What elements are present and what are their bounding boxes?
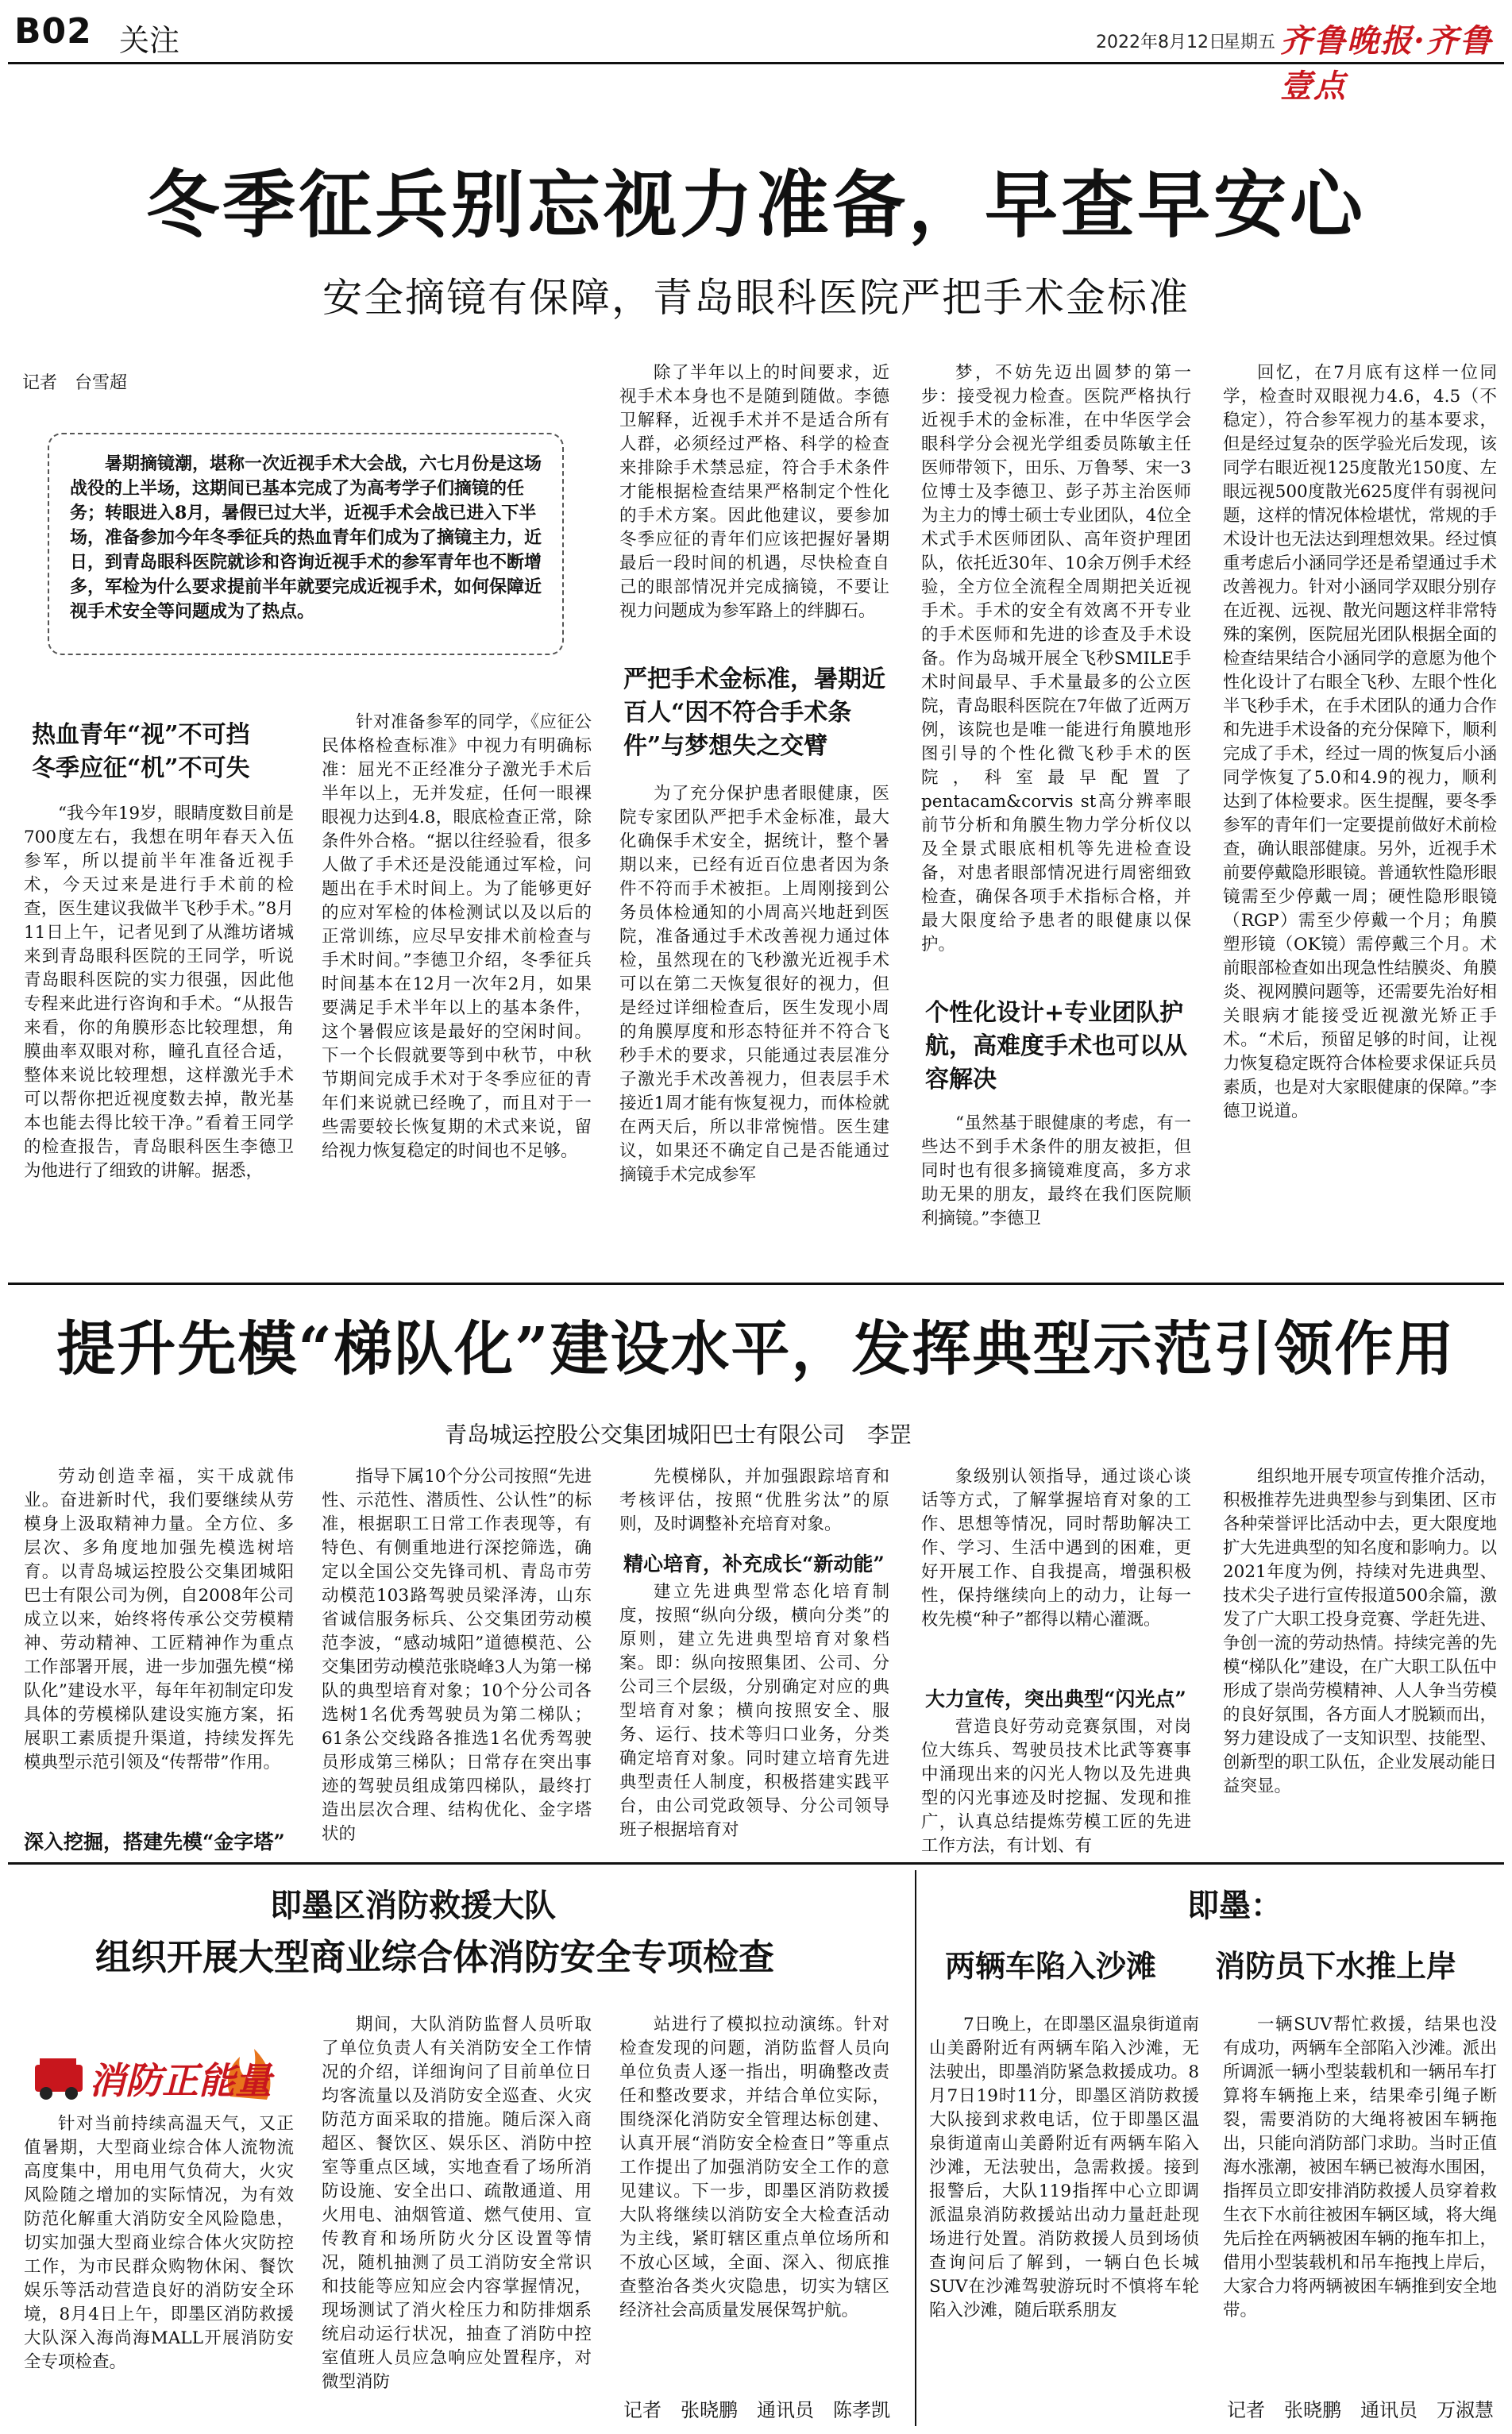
story2-subhead-3: 大力宣传，突出典型“闪光点” [925,1688,1186,1711]
story1-column-3b [619,782,889,1187]
story1-col2-text: 针对准备参军的同学，《应征公民体格检查标准》中视力有明确标准：屈光不正经准分子激光手术后半年以上，无并发症，任何一眼裸眼视力达到4.8，眼底检查正常，除条件外合格。“据以往经验看，很多人做了手术还是没能通过军检，问题出在手术时间上。为了能够更好的应对军检的体检测试以及以后的正常训练，应尽早安排术前检查与手术时间。”李德卫介绍，冬季征兵时间基本在12月一次年2月，如果要满足手术半年以上的基本条件，这个暑假应该是最好的空闲时间。下一个长假就要等到中秋节，中秋节期间完成手术对于冬季应征的青年们来说就已经晚了，而且对于一些需要较长恢复期的术式来说，留给视力恢复稳定的时间也不足够。 [322,712,592,1161]
story1-lead-text: 暑期摘镜潮，堪称一次近视手术大会战，六七月份是这场战役的上半场，这期间已基本完成了为高考学子们摘镜的任务；转眼进入8月，暑假已过大半，近视手术会战已进入下半场，准备参加今年冬季征兵的热血青年们成为了摘镜主力，近日，到青岛眼科医院就诊和咨询近视手术的参军青年也不断增多，军检为什么要求提前半年就要完成近视手术，如何保障近视手术安全等问题成为了热点。 [70,453,542,622]
story2-col5-text: 组织地开展专项宣传推介活动，积极推荐先进典型参与到集团、区市各种荣誉评比活动中去，更大限度地扩大先进典型的知名度和影响力。以2021年度为例，持续对先进典型、技术尖子进行宣传报道500余篇，激发了广大职工投身竞赛、学赶先进、争创一流的劳动热情。持续完善的先模“梯队化”建设，在广大职工队伍中形成了崇尚劳模精神、人人争当劳模的良好氛围，各方面人才脱颖而出，努力建设成了一支知识型、技能型、创新型的职工队伍，企业发展动能日益突显。 [1223,1467,1497,1796]
story2-subhead-2: 精心培育，补充成长“新动能” [623,1553,885,1576]
story1-column-5 [1223,361,1497,1124]
story2-subhead-1: 深入挖掘，搭建先模“金字塔” [24,1830,285,1853]
fire-badge-logo [32,2041,286,2112]
story1-column-4b [921,1112,1191,1231]
issue-date: 2022年8月12日 [1096,33,1226,52]
section-divider-1 [8,1283,1504,1285]
story1-column-2 [322,711,592,1163]
story1-column-4a [921,361,1191,957]
story4-column-2 [1223,2013,1497,2323]
story1-column-3a [619,361,889,623]
story3-col3-text: 站进行了模拟拉动演练。针对检查发现的问题，消防监督人员向单位负责人逐一指出，明确整改责任和整改要求，并结合单位实际，围绕深化消防安全管理达标创建、认真开展“消防安全检查日”等重点工作提出了加强消防安全工作的意见建议。下一步，即墨区消防救援大队将继续以消防安全大检查活动为主线，紧盯辖区重点单位场所和不放心区域，全面、深入、彻底推查整治各类火灾隐患，切实为辖区经济社会高质量发展保驾护航。 [619,2015,889,2320]
story1-subhead-1: 热血青年“视”不可挡 冬季应征“机”不可失 [32,721,250,782]
story1-subhead-3: 个性化设计+专业团队护航，高难度手术也可以从容解决 [925,999,1187,1094]
story2-column-3b [619,1580,889,1842]
story1-subhead-2: 严把手术金标准，暑期近百人“因不符合手术条件”与梦想失之交臂 [623,665,885,760]
story4-kicker: 即墨： [1187,1887,1282,1924]
newspaper-logo: 齐鲁晚报·齐鲁壹点 [1280,22,1493,105]
story1-col3b-text: 为了充分保护患者眼健康，医院专家团队严把手术金标准，最大化确保手术安全，据统计，整个暑期以来，已经有近百位患者因为条件不符而手术被拒。上周刚接到公务员体检通知的小周高兴地赶到医院，准备通过手术改善视力通过体检，虽然现在的飞秒激光近视手术可以在第二天恢复很好的视力，但是经过详细检查后，医生发现小周的角膜厚度和形态特征并不符合飞秒手术的要求，只能通过表层准分子激光手术改善视力，但表层手术接近1周才能有恢复视力，而体检就在两天后，所以非常惋惜。医生建议，如果还不确定自己是否能通过摘镜手术完成参军 [619,784,889,1185]
story3-headline: 组织开展大型商业综合体消防安全专项检查 [95,1936,775,1978]
story3-credit: 记者 张晓鹏 通讯员 陈孝凯 [623,2399,890,2421]
story4-headline-part2: 消防员下水推上岸 [1215,1948,1457,1984]
story1-subheadline: 安全摘镜有保障，青岛眼科医院严把手术金标准 [322,275,1190,321]
story3-column-2 [322,2013,592,2394]
story3-kicker: 即墨区消防救援大队 [270,1887,556,1924]
story2-column-2 [322,1465,592,1846]
story2-column-4a [921,1465,1191,1632]
column-divider [915,1870,916,2426]
section-name: 关注 [119,23,180,58]
story2-col3b-text: 建立先进典型常态化培育制度，按照“纵向分级，横向分类”的原则，建立先进典型培育对象档案。即：纵向按照集团、公司、分公司三个层级，分别确定对应的典型培育对象；横向按照安全、服务、运行、技术等归口业务，分类确定培育对象。同时建立培育先进典型责任人制度，积极搭建实践平台，由公司党政领导、分公司领导班子根据培育对 [619,1582,889,1840]
header-divider [8,62,1504,64]
story3-col1-text: 针对当前持续高温天气，又正值暑期，大型商业综合体人流物流高度集中，用电用气负荷大，火灾风险随之增加的实际情况，为有效防范化解重大消防安全风险隐患，切实加强大型商业综合体火灾防控工作，为市民群众购物休闲、餐饮娱乐等活动营造良好的消防安全环境，8月4日上午，即墨区消防救援大队深入海尚海MALL开展消防安全专项检查。 [24,2114,294,2372]
fire-badge-text: 消防正能量 [89,2059,272,2102]
story1-col3a-text: 除了半年以上的时间要求，近视手术本身也不是随到随做。李德卫解释，近视手术并不是适合所有人群，必须经过严格、科学的检查来排除手术禁忌症，符合手术条件才能根据检查结果严格制定个性化的手术方案。因此他建议，要参加冬季应征的青年们应该把握好暑期最后一段时间的机遇，尽快检查自己的眼部情况并完成摘镜，不要让视力问题成为参军路上的绊脚石。 [619,363,889,621]
story2-column-5 [1223,1465,1497,1799]
story2-column-3a [619,1465,889,1537]
story3-column-3 [619,2013,889,2323]
story1-lead-box [48,433,564,655]
story3-col2-text: 期间，大队消防监督人员听取了单位负责人有关消防安全工作情况的介绍，详细询问了目前单位日均客流量以及消防安全巡查、火灾防范方面采取的措施。随后深入商超区、餐饮区、娱乐区、消防中控室等重点区域，实地查看了场所消防设施、安全出口、疏散通道、用火用电、油烟管道、燃气使用、宣传教育和场所防火分区设置等情况，随机抽测了员工消防安全常识和技能等应知应会内容掌握情况，现场测试了消火栓压力和防排烟系统启动运行状况，抽查了消防中控室值班人员应急响应处置程序，对微型消防 [322,2015,592,2392]
story1-col4a-text: 梦，不妨先迈出圆梦的第一步：接受视力检查。医院严格执行近视手术的金标准，在中华医学会眼科学分会视光学组委员陈敏主任医师带领下，田乐、万鲁琴、宋一3位博士及李德卫、彭子苏主治医师为主力的博士硕士专业团队，4位全术式手术医师团队、高年资护理团队，依托近30年、10余万例手术经验，全方位全流程全周期把关近视手术。手术的安全有效离不开专业的手术医师和先进的诊查及手术设备。作为岛城开展全飞秒SMILE手术时间最早、手术量最多的公立医院，青岛眼科医院在7年做了近两万例，该院也是唯一能进行角膜地形图引导的个性化微飞秒手术的医院，科室最早配置了pentacam&corvis st高分辨率眼前节分析和角膜生物力学分析仪以及全景式眼底相机等先进检查设备，对患者眼部情况进行周密细致检查，确保各项手术指标合格，并最大限度给予患者的眼健康以保护。 [921,363,1191,955]
story2-col1-text: 劳动创造幸福，实干成就伟业。奋进新时代，我们要继续从劳模身上汲取精神力量。全方位、多层次、多角度地加强先模选树培育。以青岛城运控股公交集团城阳巴士有限公司为例，自2008年公司成立以来，始终将传承公交劳模精神、劳动精神、工匠精神作为重点工作部署开展，进一步加强先模“梯队化”建设水平，每年年初制定印发具体的劳模梯队建设实施方案，拓展职工素质提升渠道，持续发挥先模典型示范引领及“传帮带”作用。 [24,1467,294,1772]
issue-weekday: 星期五 [1223,33,1276,52]
story2-col3a-text: 先模梯队，并加强跟踪培育和考核评估，按照“优胜劣汰”的原则，及时调整补充培育对象。 [619,1467,889,1534]
story2-headline: 提升先模“梯队化”建设水平，发挥典型示范引领作用 [56,1315,1456,1383]
story1-column-1 [24,802,294,1183]
page-number: B02 [14,11,92,52]
story4-headline-part1: 两辆车陷入沙滩 [945,1948,1157,1984]
section-divider-2 [8,1862,1504,1865]
story1-col1-text: “我今年19岁，眼睛度数目前是700度左右，我想在明年春天入伍参军，所以提前半年准备近视手术，今天过来是进行手术前的检查，医生建议我做半飞秒手术。”8月11日上午，记者见到了从潍坊诸城来到青岛眼科医院的王同学，听说青岛眼科医院的实力很强，因此他专程来此进行咨询和手术。“从报告来看，你的角膜形态比较理想，角膜曲率双眼对称，瞳孔直径合适，整体来说比较理想，这样激光手术可以帮你把近视度数去掉，散光基本也能去得比较干净。”看着王同学的检查报告，青岛眼科医生李德卫为他进行了细致的讲解。据悉， [24,804,294,1181]
story2-col2-text: 指导下属10个分公司按照“先进性、示范性、潜质性、公认性”的标准，根据职工日常工作表现等，有特色、有侧重地进行深挖筛选，确定以全国公交先锋司机、青岛市劳动模范103路驾驶员梁泽涛，山东省诚信服务标兵、公交集团劳动模范李波，“感动城阳”道德模范、公交集团劳动模范张晓峰3人为第一梯队的典型培育对象；10个分公司各选树1名优秀驾驶员为第二梯队；61条公交线路各推选1名优秀驾驶员形成第三梯队；日常存在突出事迹的驾驶员组成第四梯队，最终打造出层次合理、结构优化、金字塔状的 [322,1467,592,1844]
story4-column-1 [929,2013,1199,2323]
story4-credit: 记者 张晓鹏 通讯员 万淑慧 [1227,2399,1494,2421]
story1-col5-text: 回忆，在7月底有这样一位同学，检查时双眼视力4.6，4.5（不稳定），符合参军视力的基本要求，但是经过复杂的医学验光后发现，该同学右眼近视125度散光150度、左眼远视500度散光625度伴有弱视问题，这样的情况体检堪忧，常规的手术设计也无法达到理想效果。经过慎重考虑后小涵同学还是希望通过手术改善视力。针对小涵同学双眼分别存在近视、远视、散光问题这样非常特殊的案例，医院屈光团队根据全面的检查结果结合小涵同学的意愿为他个性化设计了右眼全飞秒、左眼个性化半飞秒手术，在手术团队的通力合作和先进手术设备的充分保障下，顺利完成了手术，经过一周的恢复后小涵同学恢复了5.0和4.9的视力，顺利达到了体检要求。医生提醒，要冬季参军的青年们一定要提前做好术前检查，确认眼部健康。另外，近视手术前要停戴隐形眼镜。普通软性隐形眼镜需至少停戴一周；硬性隐形眼镜（RGP）需至少停戴一个月；角膜塑形镜（OK镜）需停戴三个月。术前眼部检查如出现急性结膜炎、角膜炎、视网膜问题等，还需要先治好相关眼病才能接受近视激光矫正手术。“术后，预留足够的时间，让视力恢复稳定既符合体检要求保证兵员素质，也是对大家眼健康的保障。”李德卫说道。 [1223,363,1497,1121]
story2-column-1 [24,1465,294,1775]
story4-col2-text: 一辆SUV帮忙救援，结果也没有成功，两辆车全部陷入沙滩。派出所调派一辆小型装载机和一辆吊车打算将车辆拖上来，结果牵引绳子断裂，需要消防的大绳将被困车辆拖出，只能向消防部门求助。当时正值海水涨潮，被困车辆已被海水围困，指挥员立即安排消防救援人员穿着救生衣下水前往被困车辆区域，将大绳先后拴在两辆被困车辆的拖车扣上，借用小型装载机和吊车拖拽上岸后，大家合力将两辆被困车辆推到安全地带。 [1223,2015,1497,2320]
story1-col4b-text: “虽然基于眼健康的考虑，有一些达不到手术条件的朋友被拒，但同时也有很多摘镜难度高，多方求助无果的朋友，最终在我们医院顺利摘镜。”李德卫 [921,1113,1191,1229]
story2-byline: 青岛城运控股公交集团城阳巴士有限公司 李罡 [445,1421,912,1448]
story1-headline: 冬季征兵别忘视力准备，早查早安心 [145,162,1366,248]
story3-column-1 [24,2112,294,2374]
story2-col4b-text: 营造良好劳动竞赛氛围，对岗位大练兵、驾驶员技术比武等赛事中涌现出来的闪光人物以及先进典型的闪光事迹及时挖掘、发现和推广，认真总结提炼劳模工匠的先进工作方法，有计划、有 [921,1717,1191,1856]
story2-col4a-text: 象级别认领指导，通过谈心谈话等方式，了解掌握培育对象的工作、思想等情况，同时帮助解决工作、学习、生活中遇到的困难，更好开展工作、自我提高，增强积极性，保持继续向上的动力，让每一枚先模“种子”都得以精心灌溉。 [921,1467,1191,1630]
story2-column-4b [921,1715,1191,1858]
story4-col1-text: 7日晚上，在即墨区温泉街道南山美爵附近有两辆车陷入沙滩，无法驶出，即墨消防紧急救援成功。8月7日19时11分，即墨区消防救援大队接到求救电话，位于即墨区温泉街道南山美爵附近有两辆车陷入沙滩，无法驶出，急需救援。接到报警后，大队119指挥中心立即调派温泉消防救援站出动力量赶赴现场进行处置。消防救援人员到场侦查询问后了解到，一辆白色长城SUV在沙滩驾驶游玩时不慎将车轮陷入沙滩，随后联系朋友 [929,2015,1199,2320]
story1-byline: 记者 台雪超 [22,373,128,393]
